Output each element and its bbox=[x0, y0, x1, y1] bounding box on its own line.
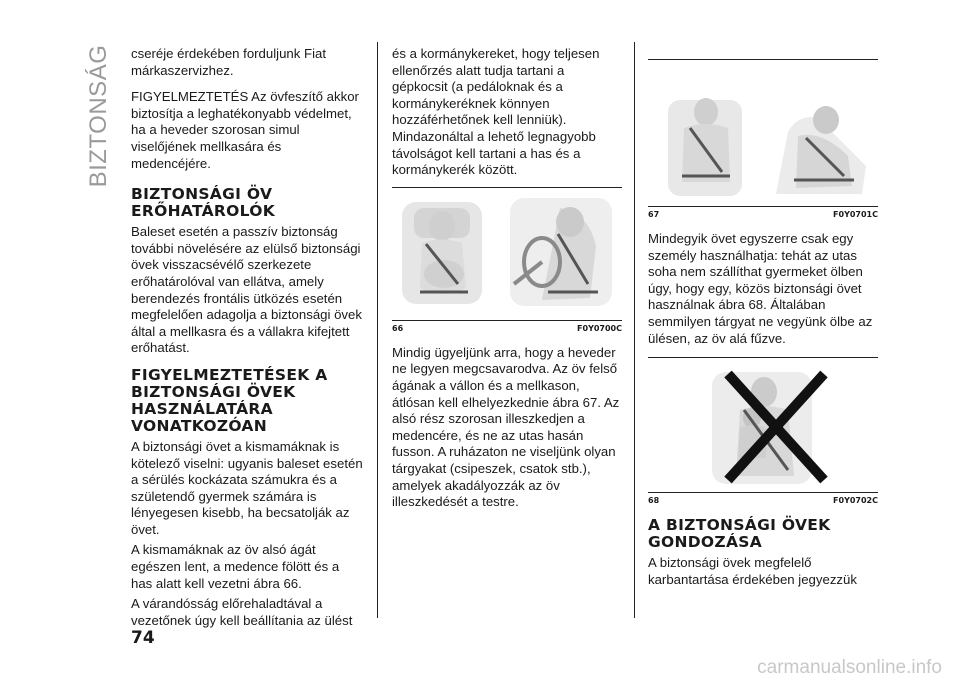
figure-68-caption bbox=[648, 496, 878, 505]
figure-66 bbox=[392, 187, 622, 321]
column-1 bbox=[131, 46, 363, 633]
figure-number: 67 bbox=[648, 210, 660, 219]
section-heading-seatbelt-care: A BIZTONSÁGI ÖVEK GONDOZÁSA bbox=[648, 516, 831, 552]
column-2 bbox=[392, 46, 622, 521]
figure-number: 66 bbox=[392, 323, 404, 333]
figure-67-caption bbox=[648, 210, 878, 219]
column-3 bbox=[648, 46, 878, 598]
paragraph: A biztonsági övet a kismamáknak is kötelező viselni: ugyanis baleset esetén a sérülés kockázata számukra és a születendő gyermek számára is lényegesen kisebb, ha becsatolják az övet. bbox=[131, 438, 363, 537]
section-side-tab-label: BIZTONSÁG bbox=[85, 44, 112, 188]
section-heading-force-limiters: BIZTONSÁGI ÖV ERŐHATÁROLÓK bbox=[131, 185, 276, 221]
section-side-tab bbox=[84, 42, 114, 190]
figure-67 bbox=[648, 59, 878, 207]
figure-66-caption bbox=[392, 324, 622, 333]
figure-66-illustration bbox=[392, 188, 622, 320]
paragraph: Mindig ügyeljünk arra, hogy a heveder ne legyen megcsavarodva. Az öv felső ágának a vállon és a mellkason, átlósan kell elhelyezkednie ábra 67. Az alsó rész szorosan illeszkedjen a medencére, és ne az utas hasán fusson. A ruházaton ne viseljünk olyan tárgyakat (csipeszek, csatok stb.), amelyek akadályozzák az öv illeszkedését a testre. bbox=[392, 344, 620, 510]
page-number: 74 bbox=[131, 628, 155, 648]
column-divider-2 bbox=[634, 42, 635, 618]
section-heading-seatbelt-warnings: FIGYELMEZTETÉSEK A BIZTONSÁGI ÖVEK HASZNÁLATÁRA VONATKOZÓAN bbox=[131, 365, 328, 435]
paragraph: Mindegyik övet egyszerre csak egy személy használhatja: tehát az utas soha nem szállíthat gyermeket ölben úgy, hogy egy, közös biztonsági övet használnak ábra 68. Általában semmilyen tárgyat ne vegyünk ölbe az ülésen, az öv alá fűzve. bbox=[648, 231, 873, 346]
paragraph: A kismamáknak az öv alsó ágát egészen lent, a medence fölött és a has alatt kell vezetni ábra 66. bbox=[131, 542, 340, 591]
figure-code: F0Y0700C bbox=[577, 323, 622, 333]
figure-68 bbox=[648, 357, 878, 493]
warning-paragraph: FIGYELMEZTETÉS Az övfeszítő akkor biztosítja a leghatékonyabb védelmet, ha a heveder szorosan simul viselőjének mellkasára és medencéjére. bbox=[131, 89, 359, 171]
paragraph: A várandósság előrehaladtával a vezetőnek úgy kell beállítania az ülést bbox=[131, 596, 353, 628]
column-divider-1 bbox=[377, 42, 378, 618]
figure-code: F0Y0701C bbox=[833, 210, 878, 219]
figure-code: F0Y0702C bbox=[833, 496, 878, 506]
figure-67-illustration bbox=[648, 60, 878, 206]
paragraph: A biztonsági övek megfelelő karbantartása érdekében jegyezzük bbox=[648, 555, 857, 587]
paragraph: és a kormánykereket, hogy teljesen ellenőrzés alatt tudja tartani a gépkocsit (a pedáloknak és a kormánykeréknek könnyen hozzáférhetőnek kell lenniük). Mindazonáltal a lehető legnagyobb távolságot kell tartani a has és a kormánykerék között. bbox=[392, 46, 600, 178]
watermark: carmanualsonline.info bbox=[757, 657, 942, 678]
paragraph: Baleset esetén a passzív biztonság további növelésére az elülső biztonsági övek visszacsévélő szerkezete erőhatárolóval van ellátva, amely berendezés frontális ütközés esetén megfelelően adagolja a biztonsági övek által a mellkasra és a vállakra kifejtett erőhatást. bbox=[131, 224, 362, 356]
figure-68-illustration bbox=[648, 358, 878, 492]
figure-number: 68 bbox=[648, 496, 660, 506]
paragraph: cseréje érdekében forduljunk Fiat márkaszervizhez. bbox=[131, 46, 326, 78]
